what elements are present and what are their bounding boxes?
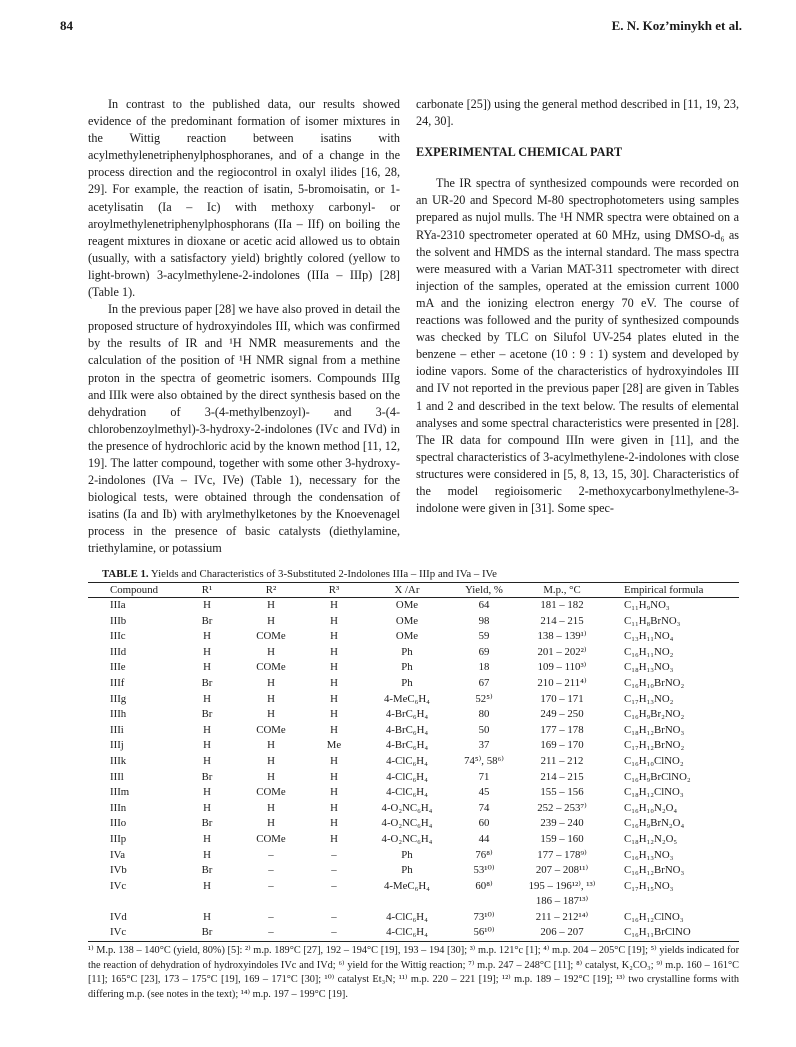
cell-x-ar: Ph [401, 864, 413, 877]
cell-formula: C₁₆H₁₂ClNO₃ [624, 910, 684, 923]
cell-r2: H [267, 614, 275, 627]
cell-x-ar: 4-ClC₆H₄ [386, 786, 428, 799]
right-column [416, 96, 739, 517]
cell-mp: 159 – 160 [540, 832, 584, 845]
cell-r1: Br [201, 817, 213, 830]
cell-x-ar: 4-BrC₆H₄ [385, 708, 429, 721]
table-caption-text: Yields and Characteristics of 3-Substituted 2-Indolones IIIa – IIIp and IVa – IVe [150, 568, 497, 580]
cell-compound: IIIp [110, 832, 127, 845]
cell-r3: – [331, 879, 337, 892]
table-row [88, 707, 739, 723]
table-row [88, 676, 739, 692]
cell-compound: IVc [88, 925, 176, 941]
cell-r1: Br [176, 925, 238, 941]
table-row [88, 848, 739, 864]
cell-compound [88, 894, 176, 910]
cell-formula: C₁₇H₁₅NO₃ [624, 879, 674, 892]
cell-compound: IIIj [110, 739, 124, 752]
cell-r3: H [330, 786, 338, 799]
cell-mp: 239 – 240 [540, 817, 584, 830]
cell-yield: 50 [478, 723, 490, 736]
cell-compound: IIIk [110, 754, 127, 767]
cell-r2: COMe [256, 723, 286, 736]
cell-compound: IIIg [110, 692, 127, 705]
cell-mp: 214 – 215 [540, 614, 584, 627]
header-x-ar: X /Ar [364, 583, 450, 598]
cell-yield: 74⁵⁾, 58⁶⁾ [464, 754, 504, 767]
cell-r2: – [268, 879, 274, 892]
table-row [88, 816, 739, 832]
cell-x-ar: 4-BrC₆H₄ [385, 739, 429, 752]
header-compound: Compound [88, 583, 176, 598]
cell-r1 [176, 894, 238, 910]
cell-compound: IIIh [110, 708, 127, 721]
table-caption [102, 568, 739, 580]
cell-r2: – [268, 848, 274, 861]
cell-r3: H [330, 676, 338, 689]
cell-mp: 201 – 202²⁾ [537, 645, 587, 658]
cell-r2: COMe [256, 630, 286, 643]
cell-r2: COMe [256, 832, 286, 845]
left-column [88, 96, 400, 558]
cell-x-ar: OMe [395, 599, 419, 611]
cell-x-ar: 4-O₂NC₆H₄ [381, 832, 433, 845]
cell-r1: Br [201, 770, 213, 783]
cell-r3: – [331, 864, 337, 877]
cell-r2: H [267, 676, 275, 689]
cell-mp: 138 – 139¹⁾ [537, 630, 587, 643]
cell-r1: H [203, 801, 211, 814]
cell-x-ar: 4-ClC₆H₄ [386, 770, 428, 783]
cell-r1: H [203, 879, 211, 892]
cell-compound: IIIb [110, 614, 127, 627]
cell-x-ar: Ph [401, 676, 413, 689]
data-table [88, 582, 739, 942]
cell-r2: H [267, 708, 275, 721]
cell-x-ar: 4-MeC₆H₄ [384, 879, 430, 892]
cell-mp: 155 – 156 [540, 786, 584, 799]
cell-formula: C₁₁H₉NO₃ [624, 599, 670, 611]
cell-formula: C₁₇H₁₂BrNO₂ [624, 739, 685, 752]
cell-yield: 69 [478, 645, 490, 658]
section-heading: EXPERIMENTAL CHEMICAL PART [416, 145, 623, 160]
cell-r3: – [304, 925, 364, 941]
cell-x-ar: 4-ClC₆H₄ [386, 754, 428, 767]
right-paragraph: The IR spectra of synthesized compounds were recorded on an UR-20 and Specord M-80 spectrophotometers using samples prepared as nujol mulls. The ¹H NMR spectra were obtained on a RYa-2310 spectrometer operated at 60 MHz, using DMSO-d₆ as the solvent and HMDS as the internal standard. The mass spectra were measured with a Varian MAT-311 spectrometer with direct injection of the samples, operated at the emission current 1000 mA and the ionizing electron energy 70 eV. The course of reactions was followed and the purity of synthesized compounds was checked by TLC on Silufol UV-254 plates eluted in the benzene – ether – acetone (10 : 9 : 1) system and developed by iodine vapors. Some of the characteristics of hydroxyindoles III and IV not reported in the previous paper [28] are given in Tables 1 and 2 and described in the text below. The results of elemental analyses and some spectral characteristics were presented in [28]. The IR data for compound IIIn were given in [11], and the spectral characteristics of 3-acylmethylene-2-indolones with close structures were considered in [5, 8, 13, 15, 30]. Characteristics of the model regioisomeric 2-methoxycarbonylmethylene-3-indolone were given in [31]. Some spec- [416, 176, 739, 516]
cell-r1: H [203, 754, 211, 767]
cell-r2: COMe [256, 786, 286, 799]
table-row [88, 598, 739, 614]
cell-mp: 210 – 211⁴⁾ [537, 676, 587, 689]
cell-r1: H [203, 786, 211, 799]
cell-formula: C₁₆H₁₁BrClNO [606, 925, 739, 941]
cell-r1: H [203, 692, 211, 705]
cell-r3: H [330, 801, 338, 814]
cell-r3: H [330, 661, 338, 674]
cell-x-ar: Ph [401, 848, 413, 861]
cell-mp: 177 – 178 [540, 723, 584, 736]
cell-formula: C₁₆H₁₀N₂O₄ [624, 801, 678, 814]
table-row [88, 894, 739, 910]
cell-formula: C₁₆H₁₁NO₂ [624, 645, 674, 658]
cell-r2: – [268, 910, 274, 923]
cell-compound: IVa [110, 848, 125, 861]
header-yield: Yield, % [450, 583, 518, 598]
cell-r1: Br [201, 676, 213, 689]
cell-yield: 64 [478, 599, 490, 611]
cell-mp: 214 – 215 [540, 770, 584, 783]
cell-r1: H [203, 630, 211, 643]
cell-compound: IIIl [110, 770, 124, 783]
cell-r3 [304, 894, 364, 910]
cell-r1: H [203, 599, 211, 611]
cell-yield: 52⁵⁾ [475, 692, 493, 705]
cell-mp: 207 – 208¹¹⁾ [535, 864, 589, 877]
cell-formula: C₁₈H₁₂BrNO₃ [624, 723, 685, 736]
cell-x-ar: 4-ClC₆H₄ [386, 910, 428, 923]
page-number: 84 [60, 18, 73, 33]
cell-r3: H [330, 754, 338, 767]
cell-r2: H [267, 645, 275, 658]
table-label: TABLE 1. [102, 568, 149, 580]
cell-compound: IIId [110, 645, 127, 658]
table-row [88, 770, 739, 786]
cell-r2: COMe [256, 661, 286, 674]
right-continuation: carbonate [25]) using the general method described in [11, 19, 23, 24, 30]. [416, 97, 739, 129]
cell-mp: 109 – 110³⁾ [537, 661, 587, 674]
cell-compound: IIIc [110, 630, 126, 643]
cell-yield: 37 [478, 739, 490, 752]
cell-r3: – [331, 910, 337, 923]
cell-r1: H [203, 645, 211, 658]
cell-r3: Me [326, 739, 342, 752]
header-empirical-formula: Empirical formula [606, 583, 739, 598]
left-paragraph-2: In the previous paper [28] we have also proved in detail the proposed structure of hydroxyindoles III, which was confirmed by the results of IR and ¹H NMR measurements and the calculation of the position of ¹H NMR signal from a methine proton in the spectra of geometric isomers. Compounds IIIg and IIIk were also obtained by the direct synthesis based on the dehydration of 3-(4-methylbenzoyl)- and 3-(4-chlorobenzoylmethyl)-3-hydroxy-2-indolones (IVc and IVd) in the presence of hydrochloric acid by the known method [11, 12, 19]. The latter compound, together with some other 3-hydroxy-2-indolones (IVa – IVc, IVe) (Table 1), necessary for the biological tests, were obtained through the condensation of isatins (Ia and Ib) with arylmethylketones by the Knoevenagel process in the presence of basic catalysts (diethylamine, triethylamine, or potassium [88, 302, 400, 556]
cell-yield: 60⁸⁾ [475, 879, 493, 892]
cell-r2 [238, 894, 304, 910]
table-row [88, 754, 739, 770]
cell-x-ar: Ph [401, 661, 413, 674]
cell-formula: C₁₆H₁₀BrNO₂ [624, 676, 685, 689]
table-row [88, 879, 739, 895]
cell-mp: 186 – 187¹³⁾ [535, 895, 589, 908]
cell-yield: 71 [478, 770, 490, 783]
cell-compound: IIIe [110, 661, 126, 674]
cell-formula: C₁₆H₉Br₂NO₂ [624, 708, 685, 721]
cell-formula: C₁₆H₉BrClNO₂ [624, 770, 691, 783]
cell-r3: H [330, 817, 338, 830]
cell-x-ar [364, 894, 450, 910]
cell-r1: H [203, 723, 211, 736]
cell-r1: Br [201, 614, 213, 627]
table-1 [88, 568, 739, 1002]
cell-formula: C₁₈H₁₂ClNO₃ [624, 786, 684, 799]
cell-r2: – [268, 864, 274, 877]
cell-formula: C₁₆H₁₂BrNO₃ [624, 864, 685, 877]
cell-r3: H [330, 770, 338, 783]
cell-compound: IVc [110, 879, 127, 892]
cell-formula [606, 894, 739, 910]
cell-r3: H [330, 630, 338, 643]
cell-r3: H [330, 692, 338, 705]
cell-compound: IVd [110, 910, 127, 923]
header-r2: R² [238, 583, 304, 598]
cell-x-ar: 4-O₂NC₆H₄ [381, 817, 433, 830]
table-row [88, 614, 739, 630]
cell-mp: 169 – 170 [540, 739, 584, 752]
table-row [88, 660, 739, 676]
cell-r3: H [330, 599, 338, 611]
cell-r3: H [330, 614, 338, 627]
cell-mp: 177 – 178⁹⁾ [537, 848, 587, 861]
cell-r2: H [267, 801, 275, 814]
cell-r1: H [203, 661, 211, 674]
cell-r3: H [330, 708, 338, 721]
table-row [88, 801, 739, 817]
cell-compound: IIIn [110, 801, 127, 814]
cell-r3: H [330, 723, 338, 736]
cell-formula: C₁₇H₁₃NO₂ [624, 692, 674, 705]
cell-x-ar: OMe [395, 614, 419, 627]
cell-r3: – [331, 848, 337, 861]
cell-r2: H [267, 817, 275, 830]
cell-r3: H [330, 645, 338, 658]
header-r3: R³ [304, 583, 364, 598]
cell-formula: C₁₈H₁₂N₂O₅ [624, 832, 678, 845]
cell-formula: C₁₃H₁₁NO₄ [624, 630, 674, 643]
table-row [88, 738, 739, 754]
cell-mp: 195 – 196¹²⁾, ¹³⁾ [528, 879, 596, 892]
table-row [88, 645, 739, 661]
cell-mp: 249 – 250 [540, 708, 584, 721]
cell-yield: 18 [478, 661, 490, 674]
table-row [88, 863, 739, 879]
table-row [88, 925, 739, 941]
cell-r1: H [203, 848, 211, 861]
cell-yield: 44 [478, 832, 490, 845]
cell-mp: 206 – 207 [518, 925, 606, 941]
cell-mp: 170 – 171 [540, 692, 584, 705]
table-row [88, 832, 739, 848]
table-row [88, 629, 739, 645]
cell-formula: C₁₆H₉BrN₂O₄ [624, 817, 685, 830]
cell-r1: H [203, 910, 211, 923]
table-header-row [88, 583, 739, 598]
table-row [88, 692, 739, 708]
table-row [88, 723, 739, 739]
cell-r1: Br [201, 864, 213, 877]
cell-mp: 211 – 212¹⁴⁾ [535, 910, 589, 923]
cell-yield: 56¹⁰⁾ [450, 925, 518, 941]
cell-mp: 211 – 212 [540, 754, 584, 767]
cell-x-ar: Ph [401, 645, 413, 658]
cell-r1: H [203, 739, 211, 752]
header-mp: M.p., °C [518, 583, 606, 598]
cell-mp: 252 – 253⁷⁾ [537, 801, 587, 814]
table-body [88, 598, 739, 942]
cell-compound: IVb [110, 864, 127, 877]
cell-yield: 80 [478, 708, 490, 721]
table-footnotes: ¹⁾ M.p. 138 – 140°C (yield, 80%) [5]: ²⁾ m.p. 189°C [27], 192 – 194°C [19], 193 – 194 [30]; ³⁾ m.p. 121°c [1]; ⁴⁾ m.p. 204 – 205°C [19]; ⁵⁾ yields indicated for the reaction of dehydration of hydroxyindoles IVc and IVd; ⁶⁾ yield for the Wittig reaction; ⁷⁾ m.p. 247 – 248°C [11]; ⁸⁾ catalyst, K₂CO₃; ⁹⁾ m.p. 160 – 161°C [11]; 165°C [23], 173 – 175°C [19], 169 – 171°C [30]; ¹⁰⁾ catalyst Et₃N; ¹¹⁾ m.p. 220 – 221 [19]; ¹²⁾ m.p. 189 – 192°C [19]; ¹³⁾ two crystalline forms with differing m.p. (see notes in the text); ¹⁴⁾ m.p. 197 – 199°C [19]. [88, 945, 739, 1000]
cell-r3: H [330, 832, 338, 845]
cell-mp: 181 – 182 [540, 599, 584, 611]
cell-r1: Br [201, 708, 213, 721]
cell-r2: H [267, 739, 275, 752]
table-row [88, 785, 739, 801]
cell-r2: H [267, 599, 275, 611]
cell-x-ar: 4-ClC₆H₄ [364, 925, 450, 941]
cell-compound: IIIi [110, 723, 124, 736]
cell-yield: 73¹⁰⁾ [473, 910, 495, 923]
cell-yield: 74 [478, 801, 490, 814]
header-r1: R¹ [176, 583, 238, 598]
cell-yield: 98 [478, 614, 490, 627]
cell-r2: – [238, 925, 304, 941]
table-row [88, 910, 739, 926]
cell-yield: 60 [478, 817, 490, 830]
cell-yield: 59 [478, 630, 490, 643]
cell-compound: IIIm [110, 786, 130, 799]
cell-yield: 67 [478, 676, 490, 689]
cell-formula: C₁₁H₈BrNO₃ [624, 614, 681, 627]
cell-x-ar: 4-MeC₆H₄ [384, 692, 430, 705]
cell-compound: IIIo [110, 817, 127, 830]
cell-r2: H [267, 692, 275, 705]
cell-yield: 76⁸⁾ [475, 848, 493, 861]
cell-x-ar: 4-BrC₆H₄ [385, 723, 429, 736]
cell-r1: H [203, 832, 211, 845]
cell-compound: IIIf [110, 676, 125, 689]
cell-yield: 53¹⁰⁾ [473, 864, 495, 877]
cell-yield [450, 894, 518, 910]
cell-r2: H [267, 770, 275, 783]
left-paragraph-1: In contrast to the published data, our results showed evidence of the predominant formation of isomer mixtures in the Wittig reaction between isatins with acylmethylenetriphenylphosphoranes, and of a change in the process direction and the regiocontrol in oxalyl ilides [16, 28, 29]. For example, the reaction of isatin, 5-bromoisatin, or 1-acetylisatin (Ia – Ic) with methoxy carbonyl- or aroylmethylenetriphenylphosphorans (IIa – IIf) on boiling the reagent mixtures in dioxane or acetic acid allowed us to obtain (usually, with a satisfactory yield) brightly colored (yellow to light-brown) 3-acylmethylene-2-indolones (IIIa – IIIp) [28] (Table 1). [88, 97, 400, 300]
cell-compound: IIIa [110, 599, 126, 611]
cell-formula: C₁₆H₁₀ClNO₂ [624, 754, 684, 767]
running-header-authors: E. N. Koz’minykh et al. [611, 18, 742, 33]
cell-formula: C₁₈H₁₃NO₃ [624, 661, 674, 674]
cell-yield: 45 [478, 786, 490, 799]
cell-formula: C₁₆H₁₃NO₃ [624, 848, 674, 861]
cell-x-ar: 4-O₂NC₆H₄ [381, 801, 433, 814]
cell-x-ar: OMe [395, 630, 419, 643]
cell-r2: H [267, 754, 275, 767]
